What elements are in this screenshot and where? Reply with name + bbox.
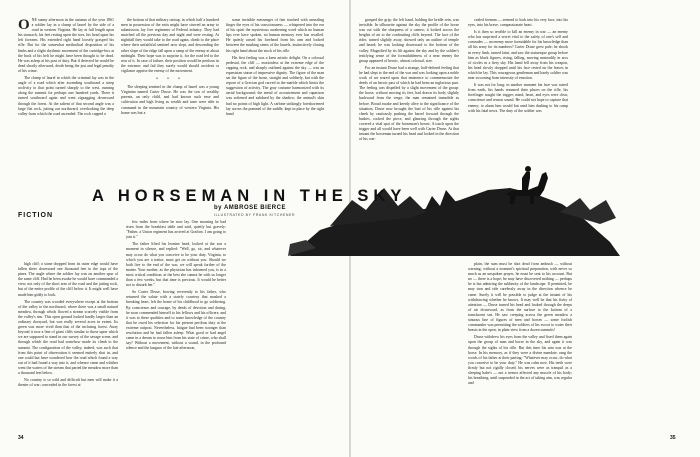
byline: by AMBROSE BIERCE [214,205,286,211]
paragraph: few miles from where he now lay. One morning he had risen from the breakfast table and said, quietly but gravely: "Father, a Union regiment has arrived at Grafton. I am going to join it." [126,220,226,240]
paragraph: The sleeping sentinel in the clump of laurel was a young Virginian named Carter Druse. He was the son of wealthy parents, an only child, and had known such ease and cultivation and high living as wealth and taste were able to command in the mountain country of western Virginia. His home was but a [121,85,219,115]
paragraph: plain, the sum must be shot dead from ambush — without warning, without a moment's spiritual preparation, with never so much as an unspoken prayer, he must be sent to his account. But no — there is a hope; he may have discovered nothing — perhaps he is but admiring the sublimity of the landscape. If permitted, he may turn and ride carelessly away in the direction whence he came. Surely it will be possible to judge at the instant of his withdrawing whether he knows. It may well be that his fixity of attention — Druse turned his head and looked through the deeps of air downward, as from the surface to the bottom of a translucent sea. He saw creeping across the green meadow a sinuous line of figures of men and horses — some foolish commander was permitting the soldiers of his escort to water their beasts in the open, in plain view from a dozen summits! [468,262,572,333]
section-separator: • • • [156,77,184,83]
column-4 [359,18,459,170]
paragraph: high cliff; a stone dropped from its outer edge would have fallen sheer downward one thousand feet to the tops of the pines. The angle where the soldier lay was on another spur of the same cliff. Had he been awake he would have commanded a view, not only of the short arm of the road and the jutting rock, but of the entire profile of the cliff below it. It might well have made him giddy to look. [18,262,118,297]
column-8 [359,262,459,430]
paragraph: cealed foeman — seemed to look into his very face, into his eyes, into his brave, compassionate heart. [468,18,568,28]
paragraph: So Carter Druse, bowing reverently to his father, who returned the salute with a stately courtesy that masked a breaking heart, left the home of his childhood to go soldiering. By conscience and courage, by deeds of devotion and daring, he soon commended himself to his fellows and his officers; and it was to these qualities and to some knowledge of the country that he owed his selection for his present perilous duty at the extreme outpost. Nevertheless, fatigue had been stronger than resolution and he had fallen asleep. What good or bad angel came in a dream to rouse him from his state of crime, who shall say? Without a movement, without a sound, in the profound silence and the languor of the late afternoon, [126,290,226,351]
paragraph: grasped the grip; the left hand, holding the bridle rein, was invisible. In silhouette against the sky the profile of the horse was cut with the sharpness of a cameo; it looked across the heights of air to the confronting cliffs beyond. The face of the rider, turned slightly away, showed only an outline of temple and beard; he was looking downward to the bottom of the valley. Magnified by its lift against the sky and by the soldier's testifying sense of the formidableness of a near enemy the group appeared of heroic, almost colossal, size. [359,18,459,63]
paragraph: For an instant Druse had a strange, half-defined feeling that he had slept to the end of the war and was looking upon a noble work of art reared upon that eminence to commemorate the deeds of an heroic past of which he had been an inglorious part. The feeling was dispelled by a slight movement of the group: the horse, without moving its feet, had drawn its body slightly backward from the verge; the man remained immobile as before. Broad awake and keenly alive to the significance of the situation, Druse now brought the butt of his rifle against his cheek by cautiously pushing the barrel forward through the bushes, cocked the piece, and glancing through the sights covered a vital spot of the horseman's breast. A touch upon the trigger and all would have been well with Carter Druse. At that instant the horseman turned his head and looked in the direction of his con- [359,65,459,142]
paragraph: It was not for long; in another moment his face was raised from earth, his hands resumed their places on the rifle, his forefinger sought the trigger; mind, heart, and eyes were clear, conscience and reason sound. He could not hope to capture that enemy; to alarm him would but send him dashing to his camp with his fatal news. The duty of the soldier was [468,83,568,113]
page-number-right: 35 [670,435,676,441]
section-label: FICTION [18,212,53,219]
paragraph: No country is so wild and difficult but men will make it a theater of war; concealed in the forest at [18,378,118,388]
paragraph: Is it then so terrible to kill an enemy in war — an enemy who has surprised a secret vital to the safety of one's self and comrades — an enemy more formidable for his knowledge than all his army for its numbers? Carter Druse grew pale; he shook in every limb, turned faint, and saw the statuesque group before him as black figures, rising, falling, moving unsteadily in arcs of circles in a fiery sky. His hand fell away from his weapon, his head slowly dropped until his face rested on the leaves in which he lay. This courageous gentleman and hardy soldier was near swooning from intensity of emotion. [468,30,568,81]
paragraph: His first feeling was a keen artistic delight. On a colossal pedestal, the cliff — motionless at the extreme edge of the capping rock, and sharply outlined against the sky — was an equestrian statue of impressive dignity. The figure of the man sat the figure of the horse, straight and soldierly, but with the repose of a Grecian god carved in the marble which limits the suggestion of activity. The gray costume harmonized with its aerial background; the metal of accoutrement and caparison was softened and subdued by the shadow; the animal's skin had no points of high light. A carbine strikingly foreshortened lay across the pommel of the saddle, kept in place by the right hand [226,55,324,116]
paragraph: Druse withdrew his eyes from the valley and fixed them again upon the group of man and horse in the sky, and again it was through the sights of his rifle. But this time his aim was at the horse. In his memory, as if they were a divine mandate, rang the words of his father at their parting: "Whatever may occur, do what you conceive to be your duty." He was calm now. His teeth were firmly but not rigidly closed; his nerves were as tranquil as a sleeping babe's — not a tremor affected any muscle of his body; his breathing, until suspended in the act of taking aim, was regular and [468,335,572,386]
column-3 [226,18,324,170]
paragraph: some invisible messenger of fate touched with unsealing finger the eyes of his consciousness — whispered into the ear of his spirit the mysterious awakening word which no human lips ever have spoken, no human memory ever has recalled. He quietly raised his forehead from his arm and looked between the masking stems of the laurels, instinctively closing his right hand about the stock of his rifle. [226,18,324,53]
column-7 [126,220,226,430]
column-2 [121,18,219,170]
article-title: A HORSEMAN IN THE SKY [92,187,407,205]
illustrator-credit: ILLUSTRATED BY FRANK KITCHENER [214,213,296,217]
column-6 [18,262,118,430]
paragraph: The father lifted his leonine head, looked at the son a moment in silence, and replied: "Well, go, sir, and whatever may occur do what you conceive to be your duty. Virginia, to which you are a traitor, must get on without you. Should we both live to the end of the war, we will speak further of the matter. Your mother, as the physician has informed you, is in a most critical condition; at the best she cannot be with us longer than a few weeks, but that time is precious. It would be better not to disturb her." [126,242,226,288]
drop-cap: O [18,18,30,33]
paragraph: NE sunny afternoon in the autumn of the year 1861 a soldier lay in a clump of laurel by the side of a road in western Virginia. He lay at full length upon his stomach, his feet resting upon the toes, his head upon his left forearm. His extended right hand loosely grasped his rifle. But for the somewhat methodical disposition of his limbs and a slight rhythmic movement of the cartridge-box at the back of his belt he might have been thought to be dead. He was asleep at his post of duty. But if detected he would be dead shortly afterward, death being the just and legal penalty of his crime. [18,18,114,73]
column-5 [468,18,568,168]
column-1 [18,18,114,170]
paragraph: The clump of laurel in which the criminal lay was in the angle of a road which after ascending southward a steep acclivity to that point turned sharply to the west, running along the summit for perhaps one hundred yards. There it turned southward again and went zigzagging downward through the forest. At the salient of that second angle was a large flat rock, jutting out northward, overlooking the deep valley from which the road ascended. The rock capped a [18,76,114,116]
page-number-left: 34 [18,435,24,441]
column-9 [468,262,572,430]
paragraph: the bottom of that military rattrap, in which half a hundred men in possession of the exits might have starved an army to submission, lay five regiments of Federal infantry. They had marched all the previous day and night and were resting. At nightfall they would take to the road again, climb to the place where their unfaithful sentinel now slept, and descending the other slope of the ridge fall upon a camp of the enemy at about midnight. Their hope was to surprise it, for the road led to the rear of it. In case of failure, their position would be perilous in the extreme; and fail they surely would should accident or vigilance apprise the enemy of the movement. [121,18,219,73]
paragraph: The country was wooded everywhere except at the bottom of the valley to the northward, where there was a small natural meadow, through which flowed a stream scarcely visible from the valley's rim. This open ground looked hardly larger than an ordinary dooryard, but was really several acres in extent. Its green was more vivid than that of the inclosing forest. Away beyond it rose a line of giant cliffs similar to those upon which we are supposed to stand in our survey of the savage scene, and through which the road had somehow made its climb to the summit. The configuration of the valley, indeed, was such that from this point of observation it seemed entirely shut in, and one could but have wondered how the road which found a way out of it had found a way into it, and whence came and whither went the waters of the stream that parted the meadow more than a thousand feet below. [18,299,118,375]
